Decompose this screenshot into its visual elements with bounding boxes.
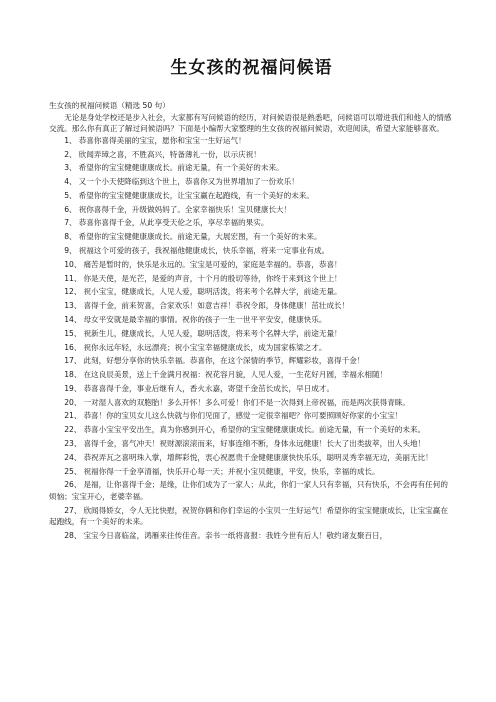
list-item-number: 18、 [64, 370, 82, 380]
list-item-number: 22、 [64, 425, 82, 435]
list-item [49, 286, 454, 298]
list-item-number: 11、 [64, 273, 82, 283]
list-item-text: 一对湿人喜欢的双胞胎！多么开怀！多么可爱！你们不是一次得到上帝祝福，而是两次获得青睐。 [83, 397, 410, 407]
list-item [49, 259, 454, 271]
list-item-text: 祝新生儿，健康成长，人见人爱，聪明活泼，将来考个名牌大学，前途无量！ [83, 328, 342, 338]
list-item-number: 28、 [64, 531, 82, 541]
list-item [49, 328, 454, 340]
list-item-text: 恭喜！你的宝贝女儿这么快就与你们见面了，感觉一定很幸福吧？你可要照顾好你家的小宝宝！ [83, 411, 403, 421]
list-item-text: 恭祝弄瓦之喜明珠入掌，增辉彩悦，衷心祝愿贵千金健健康康快快乐乐，聪明灵秀幸福无边，美丽无比！ [83, 452, 433, 462]
list-item-number: 7、 [64, 218, 77, 228]
list-item-number: 20、 [64, 397, 82, 407]
list-item [49, 162, 454, 174]
list-item-text: 希望你的宝宝健健康康成长。前途无量，有一个美好的未来。 [78, 163, 284, 173]
list-item-text: 祝小宝宝，健康成长，人见人爱，聪明活泼，将来考个名牌大学，前途无量。 [83, 287, 342, 297]
list-item-number: 12、 [64, 287, 82, 297]
list-item-number: 14、 [64, 314, 82, 324]
list-item-text: 恭喜小宝宝平安出生，真为你感到开心，希望你的宝宝健健康康成长。前途无量，有一个美好的未来。 [83, 425, 426, 435]
list-item-number: 6、 [64, 204, 77, 214]
list-item-number: 9、 [64, 246, 77, 256]
list-item-number: 8、 [64, 232, 77, 242]
list-item [49, 231, 454, 243]
list-item [49, 300, 454, 312]
list-item-text: 祝你永远年轻，永远漂亮；祝小宝宝幸福健康成长，成为国家栋梁之才。 [83, 342, 327, 352]
list-item-text: 痛苦是暂时的，快乐是永远的。宝宝是可爱的，家庭是幸福的。恭喜，恭喜！ [83, 259, 342, 269]
list-item-number: 23、 [64, 438, 82, 448]
list-item [49, 397, 454, 409]
document-subtitle: 生女孩的祝福问候语（精选 50 句） [49, 101, 170, 110]
list-item-text: 宝宝今日喜临盆，鸿雁来往传佳音。亲书一纸将喜报：我姓今世有后人！敬约诸友聚百日， [83, 531, 388, 541]
list-item [49, 369, 454, 381]
list-item [49, 135, 454, 147]
list-item [49, 383, 454, 395]
list-item-number: 25、 [64, 466, 82, 476]
list-item-number: 10、 [64, 259, 82, 269]
list-item [49, 410, 454, 422]
list-item-number: 26、 [64, 480, 82, 490]
list-item-number: 2、 [64, 149, 77, 159]
list-item-text: 又一个小天使降临到这个世上，恭喜你又为世界增加了一份欢乐！ [78, 177, 299, 187]
list-item [49, 314, 454, 326]
list-item-text: 欣闻得娇女，令人无比快慰，祝贺你俩和你们幸运的小宝贝一生好运气！希望你的宝宝健康成长，让宝宝赢在起跑线，有一个美好的未来。 [49, 505, 448, 527]
list-item-text: 恭喜喜得千金，事业后继有人，香火永嘉，寄望千金茁长成长，早日成才。 [83, 383, 335, 393]
list-item-number: 27、 [64, 505, 82, 515]
list-item-number: 4、 [64, 177, 77, 187]
list-item [49, 424, 454, 436]
list-item-text: 在这良辰美景，送上千金满月祝福：祝花容月貌，人见人爱，一生花好月圆，幸福永相随！ [83, 370, 388, 380]
list-item-text: 恭喜你喜得美丽的宝宝，愿你和宝宝一生好运气！ [78, 135, 246, 145]
list-item-text: 喜得千金，喜气冲天！祝财源滚滚而来，好事连绵不断，身体永远健康！长大了出类拔萃，出人头地！ [83, 438, 426, 448]
list-item [49, 149, 454, 161]
list-item-text: 母女平安就是最幸福的事情。祝你的孩子一生一世平平安安，健康快乐。 [83, 314, 327, 324]
list-item-text: 喜得千金，前来贺喜，合家欢乐！如意吉祥！恭祝令郎，身体健康！茁壮成长！ [83, 301, 350, 311]
list-item-number: 15、 [64, 328, 82, 338]
list-item [49, 479, 454, 502]
list-item-number: 5、 [64, 190, 77, 200]
list-item-text: 恭喜你喜得千金，从此享受天伦之乐，享尽幸福的果实。 [78, 218, 269, 228]
list-item-number: 24、 [64, 452, 82, 462]
list-item-text: 祝你喜得千金，升级做妈妈了。全家幸福快乐！宝贝健康长大！ [78, 204, 292, 214]
greetings-list [49, 135, 454, 542]
list-item-number: 16、 [64, 342, 82, 352]
list-item-text: 欣闻弄璋之喜，不胜高兴，特备薄礼一份，以示庆祝！ [78, 149, 261, 159]
list-item-text: 祝福这个可爱的孩子，我祝福他健康成长，快乐幸福，将来一定事业有成。 [78, 246, 330, 256]
list-item [49, 245, 454, 257]
list-item-number: 3、 [64, 163, 77, 173]
list-item-number: 13、 [64, 301, 82, 311]
list-item-text: 你是天使，是光芒，是爱的声音，十个月的殷切等待，你终于来到这个世上！ [83, 273, 342, 283]
list-item-number: 17、 [64, 356, 82, 366]
intro-paragraph: 无论是身处学校还是步入社会，大家都有写问候语的经历，对问候语很是熟悉吧，问候语可以增进我们和他人的情感交流。那么你有真正了解过问候语吗？下面是小编帮大家整理的生女孩的祝福问候语，欢迎阅读，希望大家能够喜欢。 [49, 112, 452, 134]
list-item [49, 190, 454, 202]
list-item-text: 希望你的宝宝健健康康成长。前途无量，大展宏图，有一个美好的未来。 [78, 232, 322, 242]
list-item [49, 355, 454, 367]
list-item [49, 530, 454, 542]
list-item [49, 176, 454, 188]
list-item-text: 是福，让你喜得千金；是缘，让你们成为了一家人；从此，你们一家人只有幸福，只有快乐，不会再有任何的烦恼；宝宝开心，老婆幸福。 [49, 480, 448, 501]
list-item [49, 342, 454, 354]
list-item-number: 19、 [64, 383, 82, 393]
list-item [49, 466, 454, 478]
document-title: 生女孩的祝福问候语 [170, 58, 333, 78]
list-item-text: 祝福你得一千金享清福，快乐开心每一天；并祝小宝贝健康，平安，快乐，幸福的成长。 [83, 466, 380, 476]
list-item [49, 438, 454, 450]
list-item-text: 此刻，好想分享你的快乐幸福。恭喜你，在这个深情的季节，辉耀彩妆，喜得千金！ [83, 356, 365, 366]
list-item [49, 273, 454, 285]
list-item [49, 217, 454, 229]
list-item [49, 452, 454, 464]
list-item [49, 505, 454, 528]
list-item-number: 1、 [64, 135, 77, 145]
list-item-text: 希望你的宝宝健健康康成长，让宝宝赢在起跑线，有一个美好的未来。 [78, 190, 315, 200]
list-item-number: 21、 [64, 411, 82, 421]
list-item [49, 204, 454, 216]
